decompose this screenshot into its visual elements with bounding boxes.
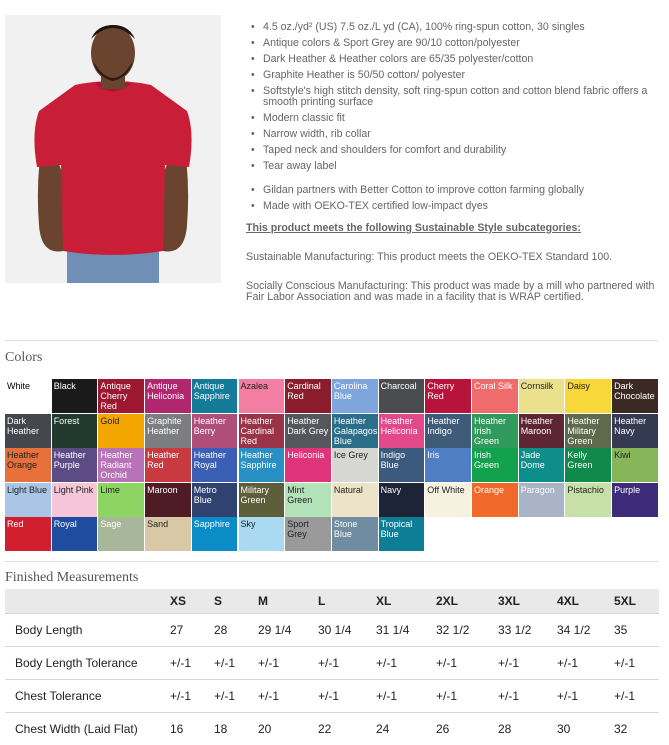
- color-swatch[interactable]: Iris: [425, 448, 471, 482]
- color-swatch[interactable]: Coral Silk: [472, 379, 518, 413]
- color-swatch[interactable]: Lime: [98, 483, 144, 517]
- measurement-cell: +/-1: [170, 680, 214, 713]
- color-swatch[interactable]: Mint Green: [285, 483, 331, 517]
- color-swatch[interactable]: Ice Grey: [332, 448, 378, 482]
- measurement-cell: +/-1: [436, 680, 498, 713]
- color-swatch[interactable]: Military Green: [239, 483, 285, 517]
- color-swatch[interactable]: Black: [52, 379, 98, 413]
- socially-conscious-text: Socially Conscious Manufacturing: This product was made by a mill who partnered with Fair Labor Association and was made in a facility that is WRAP certified.: [246, 281, 658, 303]
- measurement-cell: +/-1: [170, 647, 214, 680]
- color-swatch[interactable]: Orange: [472, 483, 518, 517]
- color-swatch[interactable]: Cornsilk: [519, 379, 565, 413]
- color-swatch[interactable]: Heather Berry: [192, 414, 238, 448]
- size-header: XL: [376, 589, 436, 614]
- measurement-cell: 30 1/4: [318, 614, 376, 647]
- measurement-cell: +/-1: [557, 647, 614, 680]
- color-swatch[interactable]: Sage: [98, 517, 144, 551]
- feature-item: • Dark Heather & Heather colors are 65/35 polyester/cotton: [246, 54, 658, 65]
- table-row: [5, 647, 659, 680]
- row-label: Chest Width (Laid Flat): [5, 713, 170, 745]
- color-swatch[interactable]: Charcoal: [379, 379, 425, 413]
- color-swatch[interactable]: Antique Cherry Red: [98, 379, 144, 413]
- row-label: Body Length Tolerance: [5, 647, 170, 680]
- table-row: [5, 713, 659, 745]
- measurement-cell: +/-1: [214, 680, 258, 713]
- color-swatch[interactable]: Red: [5, 517, 51, 551]
- measurement-cell: +/-1: [318, 680, 376, 713]
- color-swatch[interactable]: Maroon: [145, 483, 191, 517]
- measurement-cell: 30: [557, 713, 614, 745]
- color-swatch[interactable]: Navy: [379, 483, 425, 517]
- color-swatch[interactable]: Stone Blue: [332, 517, 378, 551]
- color-swatch[interactable]: Natural: [332, 483, 378, 517]
- measurement-cell: 31 1/4: [376, 614, 436, 647]
- color-swatch[interactable]: Heather Navy: [612, 414, 658, 448]
- colors-title: Colors: [5, 350, 42, 366]
- measurement-cell: +/-1: [557, 680, 614, 713]
- color-swatch[interactable]: Forest: [52, 414, 98, 448]
- size-header: 4XL: [557, 589, 614, 614]
- color-swatch[interactable]: Cardinal Red: [285, 379, 331, 413]
- color-swatch[interactable]: Graphite Heather: [145, 414, 191, 448]
- measurement-cell: 33 1/2: [498, 614, 557, 647]
- color-swatch[interactable]: Heather Red: [145, 448, 191, 482]
- color-swatch[interactable]: Gold: [98, 414, 144, 448]
- color-swatch[interactable]: Light Blue: [5, 483, 51, 517]
- product-details: [246, 22, 658, 303]
- feature-list: [246, 22, 658, 172]
- measurement-cell: 24: [376, 713, 436, 745]
- color-swatch[interactable]: Indigo Blue: [379, 448, 425, 482]
- measurement-cell: 27: [170, 614, 214, 647]
- divider: [5, 561, 658, 562]
- color-swatch[interactable]: Heather Dark Grey: [285, 414, 331, 448]
- feature-item: • Graphite Heather is 50/50 cotton/ polyester: [246, 70, 658, 81]
- color-swatch[interactable]: Daisy: [565, 379, 611, 413]
- color-swatch[interactable]: Sky: [239, 517, 285, 551]
- color-swatch[interactable]: Royal: [52, 517, 98, 551]
- measurement-cell: +/-1: [258, 647, 318, 680]
- header-blank: [5, 589, 170, 614]
- measurement-cell: 28: [214, 614, 258, 647]
- color-swatch[interactable]: Off White: [425, 483, 471, 517]
- color-swatch[interactable]: Heather Royal: [192, 448, 238, 482]
- size-header: 2XL: [436, 589, 498, 614]
- feature-item: • Taped neck and shoulders for comfort and durability: [246, 145, 658, 156]
- color-swatch[interactable]: Heliconia: [285, 448, 331, 482]
- measurements-table: [5, 589, 659, 745]
- size-header: 3XL: [498, 589, 557, 614]
- feature-item: • Tear away label: [246, 161, 658, 172]
- color-swatch[interactable]: Paragon: [519, 483, 565, 517]
- color-swatch[interactable]: Cherry Red: [425, 379, 471, 413]
- size-header-row: [5, 589, 659, 614]
- measurement-cell: +/-1: [376, 647, 436, 680]
- color-swatch[interactable]: Antique Sapphire: [192, 379, 238, 413]
- measurement-cell: 29 1/4: [258, 614, 318, 647]
- color-swatch[interactable]: Tropical Blue: [379, 517, 425, 551]
- measurement-cell: +/-1: [318, 647, 376, 680]
- tshirt-model-icon: [5, 15, 221, 283]
- size-header: 5XL: [614, 589, 659, 614]
- measurement-cell: 28: [498, 713, 557, 745]
- color-swatch[interactable]: Dark Chocolate: [612, 379, 658, 413]
- measurement-cell: +/-1: [614, 680, 659, 713]
- measurement-cell: +/-1: [498, 647, 557, 680]
- color-swatch[interactable]: Kelly Green: [565, 448, 611, 482]
- size-header: M: [258, 589, 318, 614]
- color-swatch[interactable]: White: [5, 379, 51, 413]
- color-swatch[interactable]: Metro Blue: [192, 483, 238, 517]
- color-swatch[interactable]: Light Pink: [52, 483, 98, 517]
- sustainable-manufacturing-text: Sustainable Manufacturing: This product meets the OEKO-TEX Standard 100.: [246, 252, 658, 263]
- measurement-cell: 35: [614, 614, 659, 647]
- color-swatch[interactable]: Carolina Blue: [332, 379, 378, 413]
- color-swatch[interactable]: Heather Orange: [5, 448, 51, 482]
- color-swatch[interactable]: Heather Galapagos Blue: [332, 414, 378, 448]
- color-swatch[interactable]: Sapphire: [192, 517, 238, 551]
- feature-item: • Antique colors & Sport Grey are 90/10 cotton/polyester: [246, 38, 658, 49]
- sustainability-list: [246, 185, 658, 212]
- measurement-cell: 22: [318, 713, 376, 745]
- color-swatch[interactable]: Antique Heliconia: [145, 379, 191, 413]
- row-label: Chest Tolerance: [5, 680, 170, 713]
- color-swatch[interactable]: Sand: [145, 517, 191, 551]
- measurement-cell: +/-1: [214, 647, 258, 680]
- sustainability-item: • Gildan partners with Better Cotton to improve cotton farming globally: [246, 185, 658, 196]
- table-row: [5, 680, 659, 713]
- color-swatch[interactable]: Pistachio: [565, 483, 611, 517]
- size-header: XS: [170, 589, 214, 614]
- color-swatch[interactable]: Heather Maroon: [519, 414, 565, 448]
- divider: [5, 340, 658, 341]
- measurement-cell: +/-1: [258, 680, 318, 713]
- feature-item: • Softstyle's high stitch density, soft ring-spun cotton and cotton blend fabric offers a smooth printing surface: [246, 86, 658, 108]
- measurement-cell: +/-1: [436, 647, 498, 680]
- table-row: [5, 614, 659, 647]
- color-swatch[interactable]: Heather Military Green: [565, 414, 611, 448]
- color-swatch[interactable]: Heather Heliconia: [379, 414, 425, 448]
- measurement-cell: 34 1/2: [557, 614, 614, 647]
- size-header: S: [214, 589, 258, 614]
- sustainability-item: • Made with OEKO-TEX certified low-impact dyes: [246, 201, 658, 212]
- measurement-cell: 20: [258, 713, 318, 745]
- feature-item: • Narrow width, rib collar: [246, 129, 658, 140]
- color-swatch[interactable]: Kiwi: [612, 448, 658, 482]
- feature-item: • 4.5 oz./yd² (US) 7.5 oz./L yd (CA), 100% ring-spun cotton, 30 singles: [246, 22, 658, 33]
- color-swatch[interactable]: Irish Green: [472, 448, 518, 482]
- measurement-cell: 26: [436, 713, 498, 745]
- measurement-cell: 18: [214, 713, 258, 745]
- color-swatch[interactable]: Purple: [612, 483, 658, 517]
- measurement-cell: +/-1: [614, 647, 659, 680]
- measurement-cell: +/-1: [376, 680, 436, 713]
- size-header: L: [318, 589, 376, 614]
- product-photo: [5, 15, 221, 283]
- measurement-cell: 16: [170, 713, 214, 745]
- color-swatch[interactable]: Sport Grey: [285, 517, 331, 551]
- measurement-cell: +/-1: [498, 680, 557, 713]
- feature-item: • Modern classic fit: [246, 113, 658, 124]
- color-swatch[interactable]: Heather Radiant Orchid: [98, 448, 144, 482]
- color-swatch[interactable]: Dark Heather: [5, 414, 51, 448]
- color-swatch[interactable]: Heather Sapphire: [239, 448, 285, 482]
- color-swatch[interactable]: Heather Irish Green: [472, 414, 518, 448]
- color-swatch[interactable]: Azalea: [239, 379, 285, 413]
- measurement-cell: 32: [614, 713, 659, 745]
- measurement-cell: 32 1/2: [436, 614, 498, 647]
- color-swatch[interactable]: Heather Cardinal Red: [239, 414, 285, 448]
- sustainable-heading: This product meets the following Sustainable Style subcategories:: [246, 223, 658, 234]
- color-swatch[interactable]: Jade Dome: [519, 448, 565, 482]
- measurements-title: Finished Measurements: [5, 570, 138, 586]
- row-label: Body Length: [5, 614, 170, 647]
- color-swatch[interactable]: Heather Purple: [52, 448, 98, 482]
- color-swatch[interactable]: Heather Indigo: [425, 414, 471, 448]
